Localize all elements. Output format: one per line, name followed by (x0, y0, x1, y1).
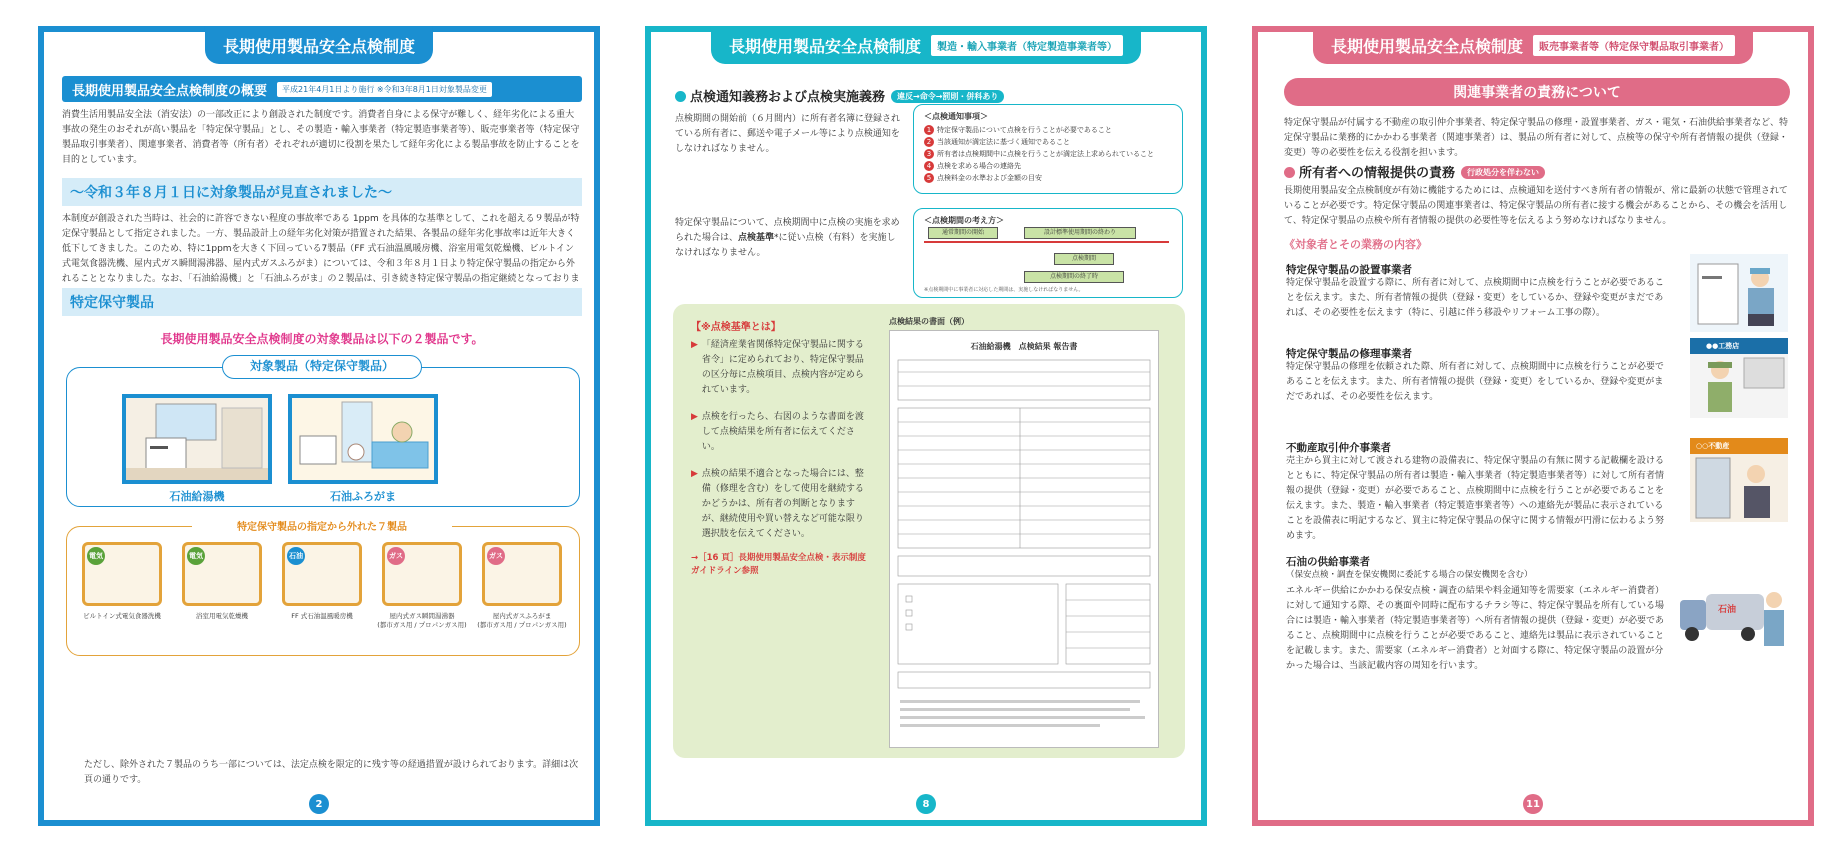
excluded-badge: ガス (487, 547, 505, 565)
excluded-title: 特定保守製品の指定から外れた７製品 (192, 518, 452, 533)
excluded-gas-water-heater-caption (374, 612, 470, 630)
excluded-gas-water-heater-card (382, 542, 462, 606)
notice-box (913, 104, 1183, 194)
criteria-title: 【※点検基準とは】 (691, 322, 781, 333)
excluded-gas-bath-boiler-card (482, 542, 562, 606)
criteria-item-text: 「経済産業省関係特定保守製品に関する省令」に定められており、特定保守製品の区分毎に点検項目、点検内容が定められています。 (701, 340, 864, 395)
excluded-badge: 電気 (87, 547, 105, 565)
criteria-item-text: 点検の結果不適合となった場合には、整備（修理を含む）をして使用を継続するかどうかは、所有者の判断となりますが、継続使用や買い替えなど可能な限り選択肢を伝えてください。 (701, 469, 864, 539)
triangle-icon: ▶ (691, 340, 698, 350)
page2-section-tag: 違反→命令→罰則・併科あり (891, 90, 1004, 103)
overview-text: 消費生活用製品安全法（消安法）の一部改正により創設された制度です。消費者自身による保守が難しく、経年劣化による重大事故の発生のおそれが高い製品を「特定保守製品」とし、その製造・輸入事業者（特定製造事業者等）、販売事業者等（特定保守製品取引事業者）、関連事業者、消費者等（所有者）それぞれが適切に役割を果たして経年劣化による製品事故を防止することを目的としています。 (62, 110, 580, 165)
inspection-report-form (889, 330, 1159, 748)
period-box-title: ＜点検期間の考え方＞ (924, 216, 1004, 225)
excluded-gas-bath-boiler-caption (474, 612, 570, 630)
notice-item-text: 点検を求める場合の連絡先 (937, 162, 1021, 170)
page-number: 2 (309, 794, 329, 814)
role-repairer-title: 特定保守製品の修理事業者 (1286, 348, 1412, 360)
change-title-bar (62, 178, 582, 206)
page2-section-heading (675, 86, 1004, 105)
excluded-name: 屋内式ガス瞬間湯沸器 (389, 612, 455, 620)
page-11 (1252, 26, 1814, 826)
notice-item-text: 特定保守製品について点検を行うことが必要であること (937, 126, 1112, 134)
excluded-dishwasher-card (82, 542, 162, 606)
page2-para1: 点検期間の開始前（６月間内）に所有者名簿に登録されている所有者に、郵送や電子メール等により点検通知をしなければなりません。 (675, 114, 901, 154)
role-oil-supplier-text: エネルギー供給にかかわる保安点検・調査の結果や料金通知等を需要家（エネルギー消費者）に対して通知する際、その裏面や同時に配布するチラシ等に、特定保守製品を所有している場合には製造・輸入事業者（特定製造事業者等）へ所有者情報の提供（登録・変更）が必要であること、点検期間中に点検を行うことが必要であること、連絡先は製品に表示されていることを記載します。また、需要家（エネルギー消費者）と対面する際に、特定保守製品の設置が分かった場合は、当該記載内容の周知を行います。 (1286, 586, 1665, 671)
excluded-bath-dryer-name: 浴室用電気乾燥機 (196, 612, 248, 620)
oil-water-heater-illustration (122, 394, 272, 484)
excluded-name: 屋内式ガスふろがま (492, 612, 552, 620)
oil-bath-boiler-illustration (288, 394, 438, 484)
period-label-period: 点検期間 (1054, 253, 1114, 265)
bullet-icon (1284, 167, 1295, 178)
excluded-badge: 石油 (287, 547, 305, 565)
page-8 (645, 26, 1207, 826)
excluded-ff-heater-name: FF 式石油温風暖房機 (291, 612, 353, 620)
period-timeline (924, 241, 1169, 243)
page3-section-tag: 行政処分を伴わない (1461, 166, 1545, 179)
notice-item-1: 1 特定保守製品について点検を行うことが必要であること (924, 124, 1172, 136)
triangle-icon: ▶ (691, 412, 698, 422)
period-note: ※点検期間中に事業者に対応した期間は、実施しなければなりません。 (924, 287, 1084, 293)
overview-title-bar (62, 76, 582, 102)
target-label: 対象製品（特定保守製品） (222, 355, 422, 379)
criteria-item (691, 410, 867, 455)
target-product-oil-bath-boiler: 石油ふろがま (330, 490, 396, 503)
excluded-bath-dryer-card (182, 542, 262, 606)
page3-section-title: 所有者への情報提供の責務 (1299, 166, 1456, 181)
criteria-ref: →［16 頁］長期使用製品安全点検・表示制度ガイドライン参照 (691, 553, 866, 576)
notice-item-5: 5 点検料金の水準および金額の目安 (924, 172, 1172, 184)
notice-box-title: ＜点検通知事項＞ (924, 112, 988, 121)
page2-header-tab (711, 26, 1141, 64)
period-label-start: 通常期間の開始 (928, 227, 998, 239)
target-product-oil-water-heater: 石油給湯機 (169, 490, 225, 503)
role-repairer-text: 特定保守製品の修理を依頼された際、所有者に対して、点検期間中に点検を行うことが必要であることを伝えます。また、所有者情報の提供（登録・変更）をしているか、登録や変更がまだであれば、その必要性を伝えます。 (1286, 362, 1664, 402)
role-realestate-text: 売主から買主に対して渡される建物の設備表に、特定保守製品の有無に関する記載欄を設けるとともに、特定保守製品の所有者は製造・輸入事業者（特定製造事業者等）に対して所有者情報の提供（登録・変更）が必要であること、点検期間中に点検を行うことが必要であることを伝えます。また、製造・輸入事業者（特定製造事業者等）への連絡先が製品に表示されていることを設備表に明記するなど、買主に特定保守製品の保守に関する情報が円滑に伝わるよう努めます。 (1286, 456, 1665, 541)
specified-title-bar (62, 288, 582, 316)
oil-truck-illustration (1678, 580, 1788, 652)
page3-header-title: 長期使用製品安全点検制度 (1330, 36, 1524, 56)
para2-post: *に従い点検（有料）を実施しなければなりません。 (675, 233, 896, 258)
period-box (913, 208, 1183, 298)
page3-header-tab (1313, 26, 1753, 64)
page3-section-text: 長期使用製品安全点検制度が有効に機能するためには、点検通知を送付すべき所有者の情報が、常に最新の状態で管理されていることが必要です。特定保守製品の関連事業者は、特定保守製品の所有者に接する機会があることから、その機会を活用して、特定保守製品の点検や所有者情報の提供の必要性等を伝えるよう努めなければなりません。 (1284, 186, 1788, 226)
excluded-note: (都市ガス用 / プロパンガス用) (377, 621, 467, 629)
installer-illustration (1690, 254, 1788, 332)
notice-item-text: 当該通知が満定法に基づく通知であること (937, 138, 1070, 146)
page2-section-title: 点検通知義務および点検実施義務 (690, 90, 886, 105)
page3-section-heading (1284, 162, 1545, 181)
para2-bold: 点検基準 (738, 233, 775, 243)
role-realestate-title: 不動産取引仲介事業者 (1286, 442, 1391, 454)
repairer-illustration (1690, 338, 1788, 418)
repairer-sign: ●●工務店 (1690, 338, 1788, 354)
period-label-design-end: 設計標準使用期間の終わり (1024, 227, 1136, 239)
triangle-icon: ▶ (691, 469, 698, 479)
role-oil-supplier-sub: （保安点検・調査を保安機関に委託する場合の保安機関を含む） (1286, 570, 1533, 580)
excluded-dishwasher-name: ビルトイン式電気食器洗機 (83, 612, 161, 620)
oil-truck-label: 石油 (1718, 605, 1737, 615)
form-caption: 点検結果の書面（例） (889, 317, 969, 326)
para2-pre: 特定保守製品について、点検期間中に点検の実施を求められた場合は、 (675, 218, 900, 243)
excluded-ff-heater-card (282, 542, 362, 606)
page-number: 8 (916, 794, 936, 814)
footer-text: ただし、除外された７製品のうち一部については、法定点検を限定的に残す等の経過措置が設けられております。詳細は次頁の通りです。 (84, 760, 579, 785)
page3-header-sub: 販売事業者等（特定保守製品取引事業者） (1533, 35, 1735, 56)
excluded-note: (都市ガス用 / プロパンガス用) (477, 621, 567, 629)
excluded-badge: ガス (387, 547, 405, 565)
page3-intro: 特定保守製品が付属する不動産の取引仲介事業者、特定保守製品の修理・設置事業者、ガス・電気・石油供給事業者など、特定保守製品に業務的にかかわる事業者（関連事業者）は、製品の所有者に対して、点検等の保守や所有者情報の提供（登録・変更）等の必要性を伝える役割を担います。 (1284, 118, 1789, 158)
form-title: 石油給湯機 点検結果 報告書 (970, 342, 1078, 351)
period-label-end: 点検期間の終了時 (1024, 271, 1124, 283)
criteria-item-text: 点検を行ったら、右図のような書面を渡して点検結果を所有者に伝えてください。 (701, 412, 864, 452)
change-text: 本制度が創設された当時は、社会的に許容できない程度の事故率である 1ppm を具体的な基準として、これを超える９製品が特定保守製品として指定されました。一方、製品設計上の経年劣化対策が措置された結果、各製品の経年劣化事故率は近年大きく低下してきました。このため、特に1ppmを大きく下回っている7製品（FF 式石油温風暖房機、浴室用電気乾燥機、ビルトイン式電気食器洗機、屋内式ガス瞬間湯沸器、屋内式ガスふろがま）については、令和３年８月１日より特定保守製品の指定から外れることとなりました。なお、「石油給湯機」と「石油ふろがま」の２製品は、引き続き特定保守製品の指定継続となっておりま (62, 214, 580, 284)
role-oil-supplier-title: 石油の供給事業者 (1286, 556, 1370, 568)
role-installer-text: 特定保守製品を設置する際に、所有者に対して、点検期間中に点検を行うことが必要であることを伝えます。また、所有者情報の提供（登録・変更）をしているか、登録や変更がまだであれば、その必要性を伝えます（特に、引越に伴う移設やリフォーム工事の際）。 (1286, 278, 1664, 318)
criteria-item (691, 338, 867, 398)
change-title: 〜令和３年８月１日に対象製品が見直されました〜 (70, 185, 392, 201)
realestate-illustration (1690, 438, 1788, 522)
notice-item-text: 点検料金の水準および金額の目安 (937, 174, 1042, 182)
specified-lead: 長期使用製品安全点検制度の対象製品は以下の２製品です。 (160, 332, 484, 346)
page1-header-title: 長期使用製品安全点検制度 (222, 36, 416, 56)
banner-text: 関連事業者の責務について (1453, 85, 1621, 101)
notice-item-text: 所有者は点検期間中に点検を行うことが満定法上求められていること (937, 150, 1154, 158)
page-2 (38, 26, 600, 826)
banner (1284, 78, 1790, 106)
page3-subhead: 《対象者とその業務の内容》 (1284, 238, 1427, 251)
specified-title: 特定保守製品 (70, 295, 154, 311)
page2-header-title: 長期使用製品安全点検制度 (728, 36, 922, 56)
page-number: 11 (1523, 794, 1543, 814)
page2-header-sub: 製造・輸入事業者（特定製造事業者等） (931, 35, 1123, 56)
overview-badge: 平成21年4月1日より施行 ※令和3年8月1日対象製品変更 (277, 82, 492, 97)
overview-title: 長期使用製品安全点検制度の概要 (72, 83, 268, 99)
excluded-badge: 電気 (187, 547, 205, 565)
realestate-sign: ○○不動産 (1690, 438, 1788, 454)
notice-item-3: 3 所有者は点検期間中に点検を行うことが満定法上求められていること (924, 148, 1172, 160)
criteria-list (691, 338, 867, 578)
bullet-icon (675, 91, 686, 102)
page2-para2 (675, 216, 903, 261)
notice-item-4: 4 点検を求める場合の連絡先 (924, 160, 1172, 172)
role-installer-title: 特定保守製品の設置事業者 (1286, 264, 1412, 276)
page1-header-tab (205, 26, 433, 64)
criteria-item (691, 467, 867, 542)
form-lines (890, 352, 1158, 747)
notice-item-2: 2 当該通知が満定法に基づく通知であること (924, 136, 1172, 148)
